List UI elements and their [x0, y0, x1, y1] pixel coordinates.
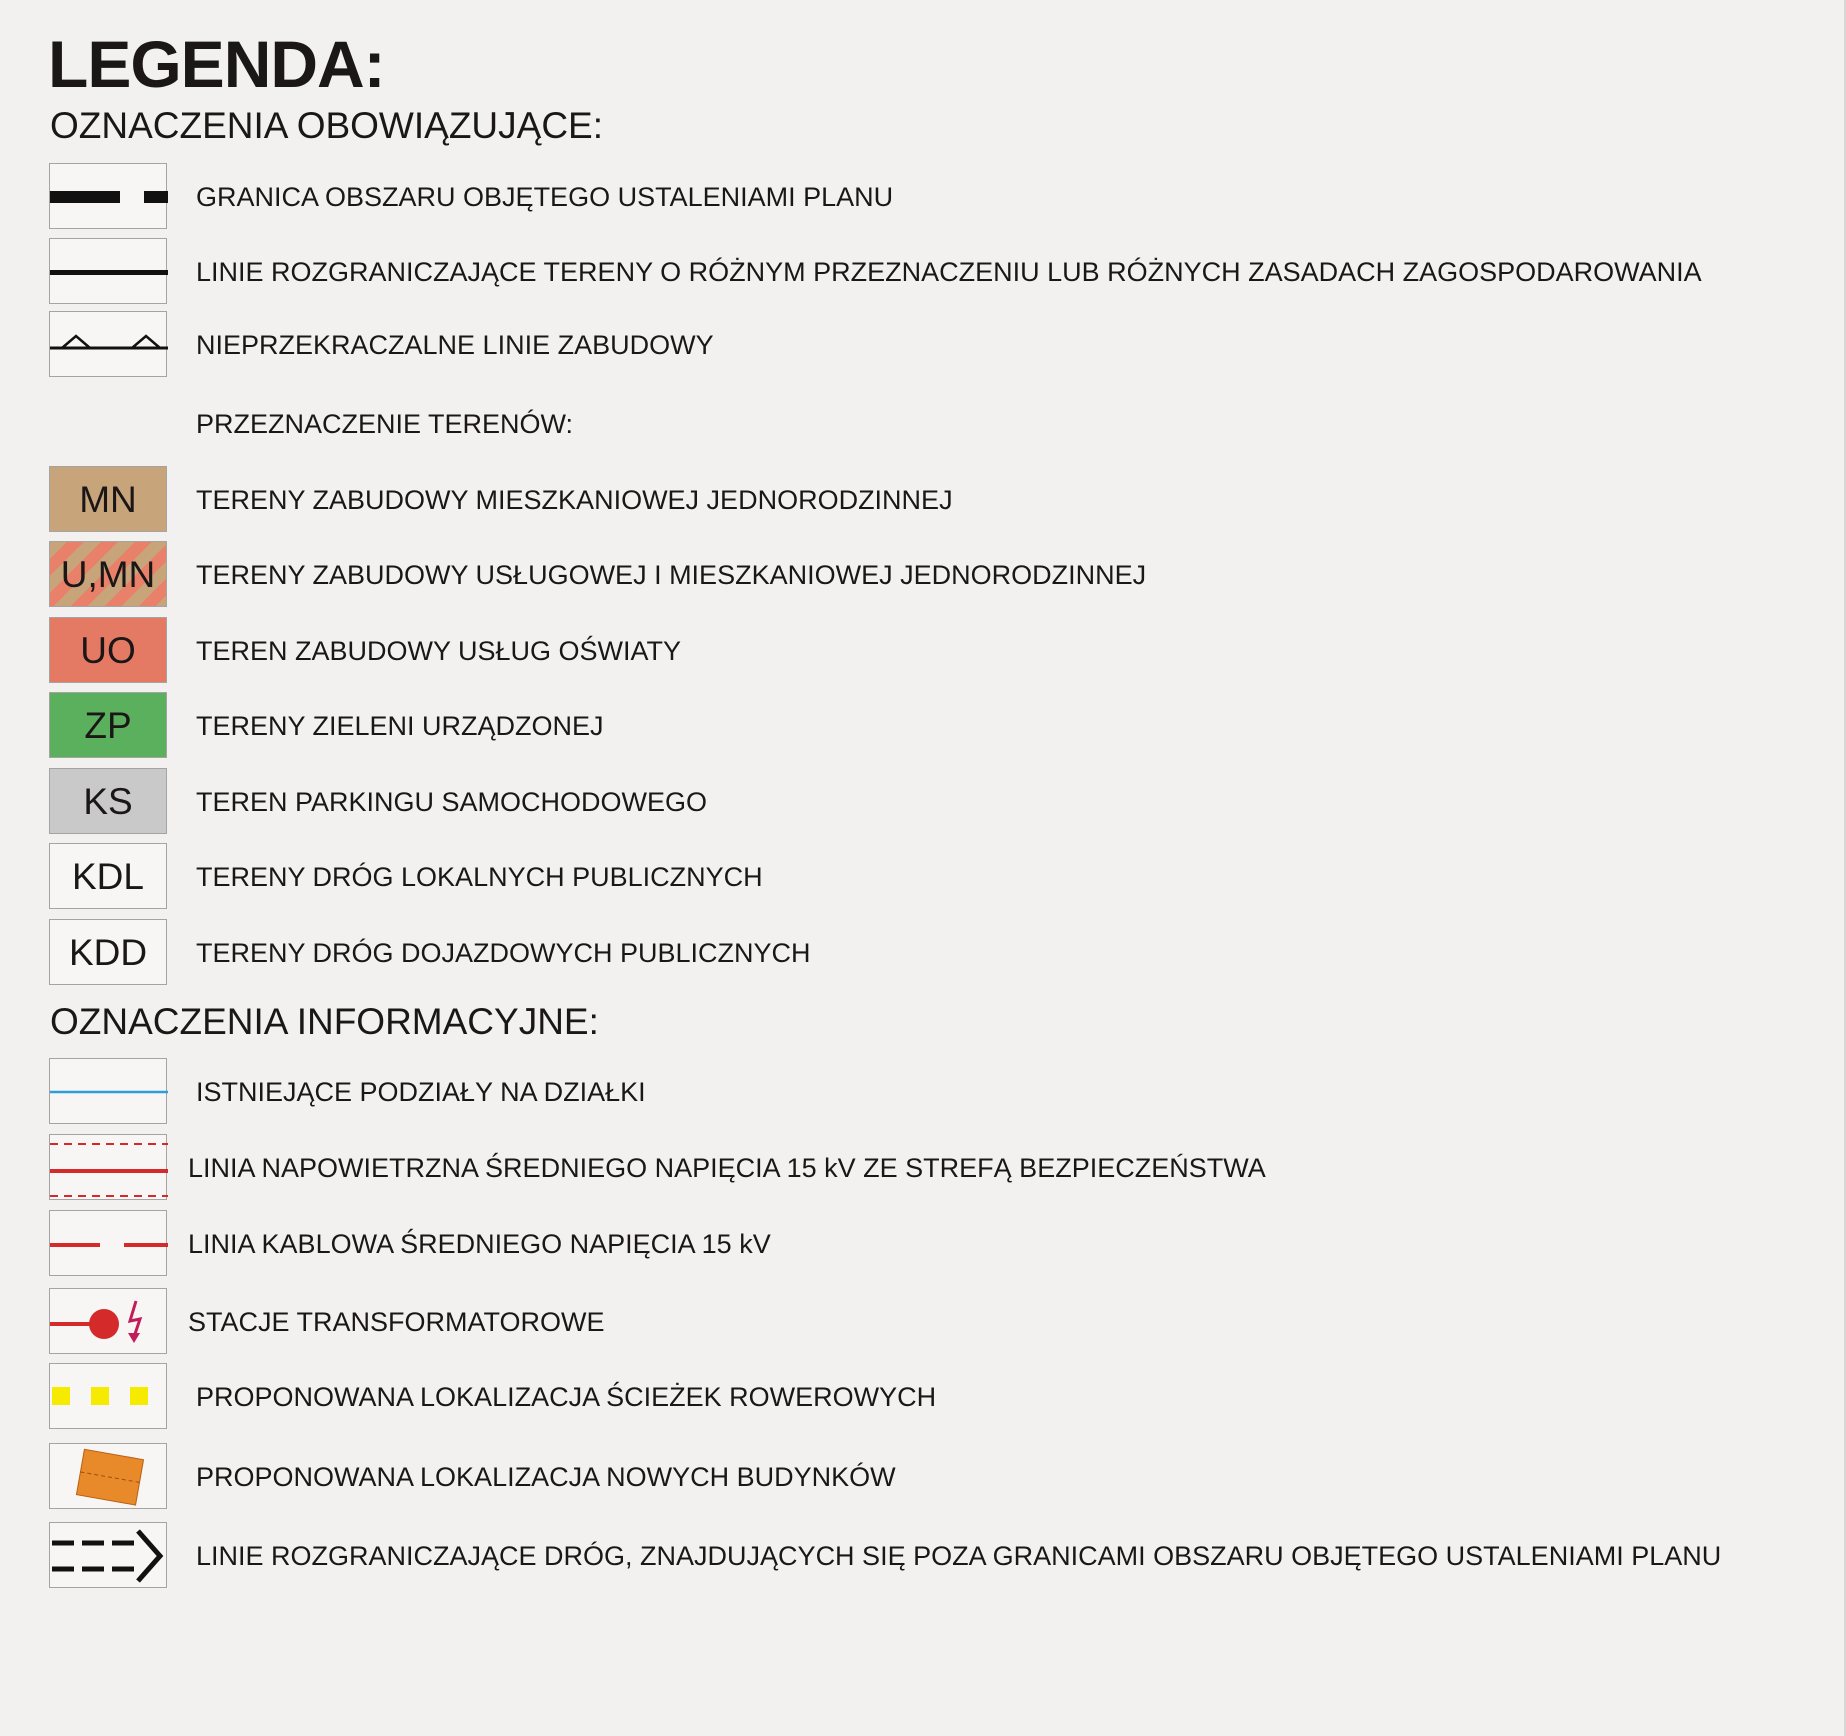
legend-row-cable-power-line: [49, 1210, 1839, 1278]
zone-mn-swatch: [49, 466, 167, 532]
legend-label: TERENY ZABUDOWY MIESZKANIOWEJ JEDNORODZINNEJ: [196, 485, 953, 515]
legend-label: STACJE TRANSFORMATOROWE: [188, 1307, 605, 1337]
legend-label: PROPONOWANA LOKALIZACJA NOWYCH BUDYNKÓW: [196, 1462, 896, 1492]
legend-row-parcels: [49, 1058, 1839, 1126]
zone-code: U,MN: [60, 554, 156, 595]
legend-row-plan-boundary: [49, 163, 1839, 231]
transformer-station-icon: [49, 1288, 167, 1354]
legend-row-zone-ks: [49, 768, 1839, 836]
zone-kdd-swatch: [49, 919, 167, 985]
binding-section-heading: OZNACZENIA OBOWIĄZUJĄCE:: [50, 105, 603, 146]
zone-ks-swatch: [49, 768, 167, 834]
legend-row-zone-zp: [49, 692, 1839, 760]
legend-row-new-buildings: [49, 1443, 1839, 1511]
dashed-thick-boundary-icon: [49, 163, 167, 229]
orange-building-icon: [49, 1443, 167, 1509]
blue-line-icon: [49, 1058, 167, 1124]
red-line-safety-zone-icon: [49, 1134, 167, 1200]
legend-row-zone-uo: [49, 617, 1839, 685]
legend-label: TERENY DRÓG DOJAZDOWYCH PUBLICZNYCH: [196, 938, 811, 968]
legend-label: TEREN PARKINGU SAMOCHODOWEGO: [196, 787, 708, 817]
zone-code: UO: [80, 630, 136, 671]
legend-row-dividing-lines: [49, 238, 1839, 306]
land-use-heading: PRZEZNACZENIE TERENÓW:: [196, 409, 574, 439]
yellow-dotted-path-icon: [49, 1363, 167, 1429]
legend-label: PROPONOWANA LOKALIZACJA ŚCIEŻEK ROWEROWYCH: [196, 1382, 937, 1412]
zone-kdl-swatch: [49, 843, 167, 909]
legend-label: LINIA NAPOWIETRZNA ŚREDNIEGO NAPIĘCIA 15 kV ZE STREFĄ BEZPIECZEŃSTWA: [188, 1153, 1266, 1183]
zone-code: KS: [83, 781, 133, 822]
legend-label: TERENY DRÓG LOKALNYCH PUBLICZNYCH: [196, 862, 763, 892]
legend-label: ISTNIEJĄCE PODZIAŁY NA DZIAŁKI: [196, 1077, 646, 1107]
legend-label: TEREN ZABUDOWY USŁUG OŚWIATY: [196, 636, 682, 666]
legend-row-external-roads: [49, 1522, 1839, 1590]
building-line-triangles-icon: [49, 311, 167, 377]
legend-row-bike-paths: [49, 1363, 1839, 1431]
legend-row-transformer-stations: [49, 1288, 1839, 1356]
zone-code: ZP: [84, 705, 132, 746]
legend-label: LINIE ROZGRANICZAJĄCE DRÓG, ZNAJDUJĄCYCH SIĘ POZA GRANICAMI OBSZARU OBJĘTEGO USTALENIAMI PLANU: [196, 1541, 1722, 1571]
solid-line-icon: [49, 238, 167, 304]
zone-zp-swatch: [49, 692, 167, 758]
legend-row-zone-mn: [49, 466, 1839, 534]
legend-label: TERENY ZIELENI URZĄDZONEJ: [196, 711, 604, 741]
legend-row-overhead-power-line: [49, 1134, 1839, 1202]
legend-row-zone-kdl: [49, 843, 1839, 911]
zone-code: KDL: [72, 856, 144, 897]
legend-row-zone-umn: [49, 541, 1839, 609]
legend-row-building-lines: [49, 311, 1839, 379]
zone-code: KDD: [68, 932, 148, 973]
red-dashed-line-icon: [49, 1210, 167, 1276]
legend-label: LINIA KABLOWA ŚREDNIEGO NAPIĘCIA 15 kV: [188, 1229, 771, 1259]
legend-title: LEGENDA:: [48, 27, 385, 101]
legend-label: TERENY ZABUDOWY USŁUGOWEJ I MIESZKANIOWEJ JEDNORODZINNEJ: [196, 560, 1147, 590]
legend-label: LINIE ROZGRANICZAJĄCE TERENY O RÓŻNYM PRZEZNACZENIU LUB RÓŻNYCH ZASADACH ZAGOSPODAROWANIA: [196, 257, 1702, 287]
legend-label: NIEPRZEKRACZALNE LINIE ZABUDOWY: [196, 330, 714, 360]
legend-row-zone-kdd: [49, 919, 1839, 987]
zone-code: MN: [79, 479, 137, 520]
legend-label: GRANICA OBSZARU OBJĘTEGO USTALENIAMI PLANU: [196, 182, 894, 212]
info-section-heading: OZNACZENIA INFORMACYJNE:: [50, 1001, 599, 1042]
dashed-arrow-road-icon: [49, 1522, 167, 1588]
zone-umn-swatch: [49, 541, 167, 607]
zone-uo-swatch: [49, 617, 167, 683]
